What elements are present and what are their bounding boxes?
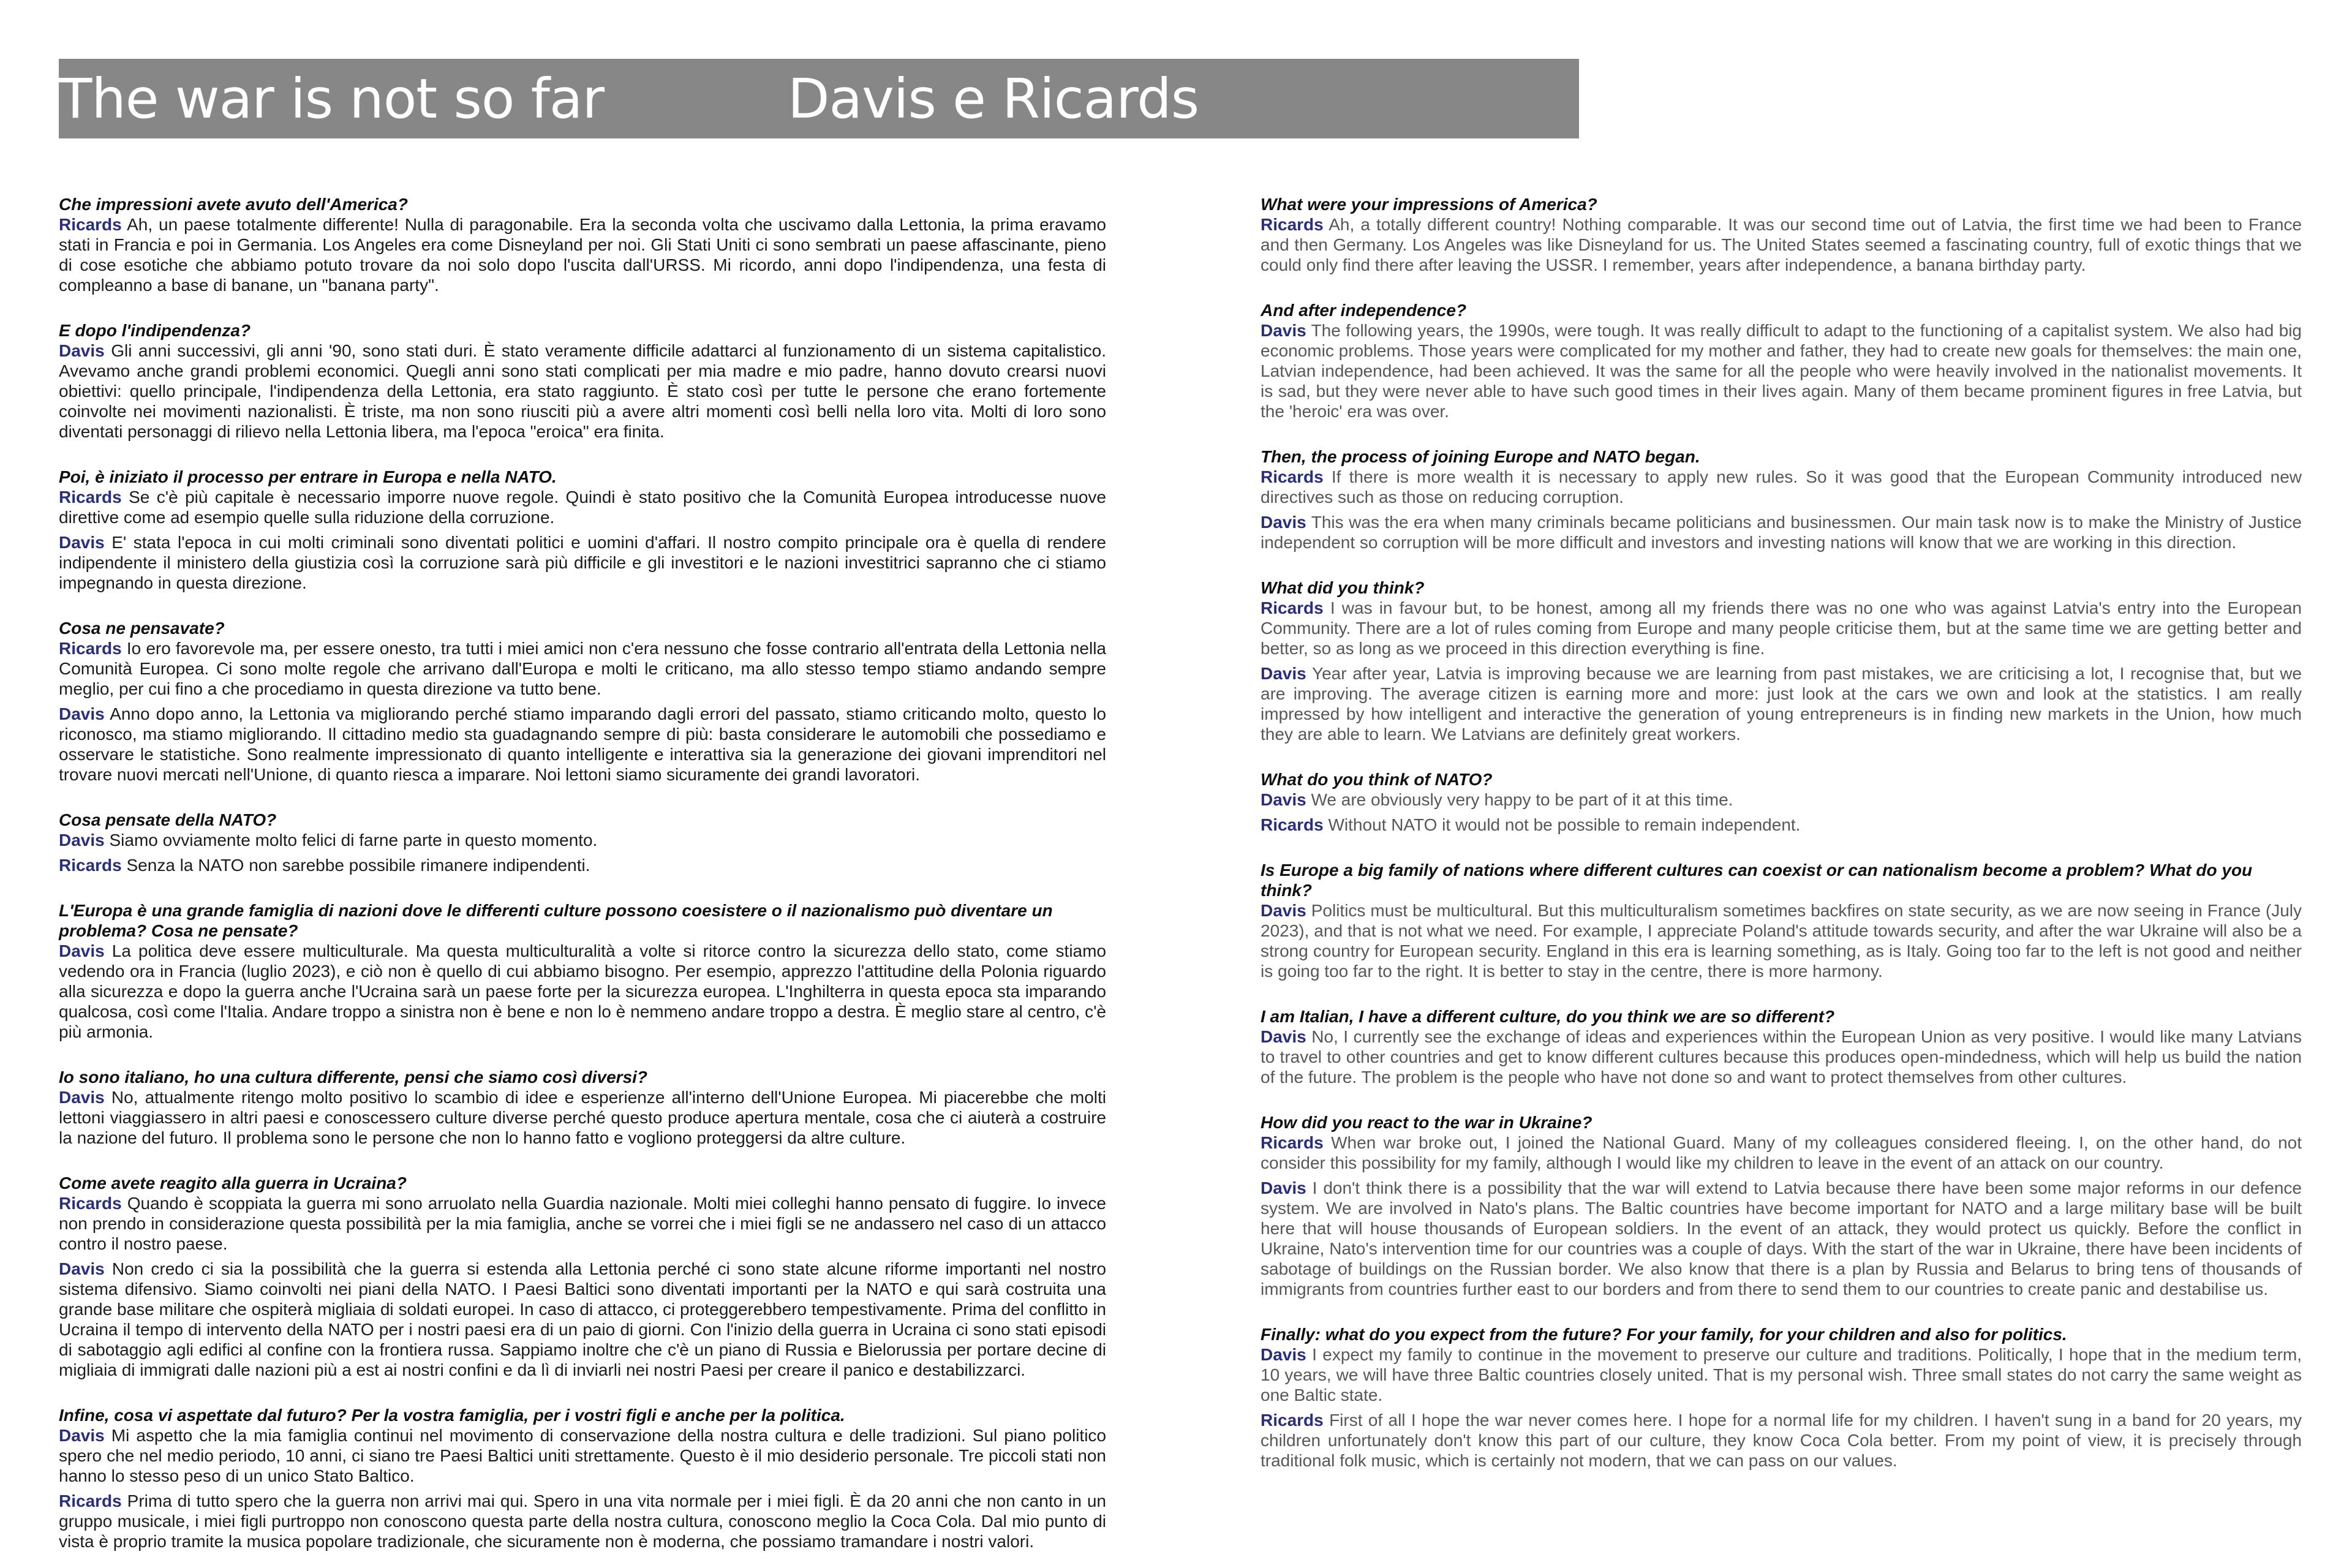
speaker-name: Davis: [59, 341, 105, 360]
english-qa-section: [1261, 194, 2302, 275]
interview-question: Cosa ne pensavate?: [59, 619, 225, 638]
interview-question: L'Europa è una grande famiglia di nazioni dove le differenti culture possono coesistere o il nazionalismo può diventare un problema? Cosa ne pensate?: [59, 901, 1053, 940]
answer-text: Quando è scoppiata la guerra mi sono arruolato nella Guardia nazionale. Molti miei colleghi hanno pensato di fuggire. Io invece non prendo in considerazione questa possibilità per la mia famiglia, anche se vorrei che i miei figli se ne andassero nel caso di un attacco contro il nostro paese.: [59, 1194, 1106, 1253]
interview-answer: [1261, 1344, 2302, 1405]
speaker-name: Davis: [1261, 1178, 1306, 1197]
interview-question: What did you think?: [1261, 578, 1425, 597]
interview-answer: [1261, 815, 2302, 835]
speaker-name: Davis: [59, 1088, 105, 1107]
italian-qa-section: [59, 1067, 1106, 1148]
answer-text: Politics must be multicultural. But this multiculturalism sometimes backfires on state security, as we are now seeing in France (July 2023), and that is not what we need. For example, I appreciate Poland's attitude towards security, and after the war Ukraine will also be a strong country for European security. England in this era is learning something, as is Italy. Going too far to the left is not good and neither is going too far to the right. It is better to stay in the centre, there is more harmony.: [1261, 901, 2302, 981]
speaker-name: Ricards: [59, 488, 122, 507]
speaker-name: Davis: [59, 533, 105, 552]
english-column: [1261, 194, 2302, 1476]
italian-qa-section: [59, 810, 1106, 875]
answer-text: This was the era when many criminals became politicians and businessmen. Our main task now is to make the Ministry of Justice independent so corruption will be more difficult and investors and investing nations will know that we are working in this direction.: [1261, 513, 2302, 552]
interview-answer: [59, 941, 1106, 1042]
answer-text: Se c'è più capitale è necessario imporre nuove regole. Quindi è stato positivo che la Comunità Europea introducesse nuove direttive come ad esempio quelle sulla riduzione della corruzione.: [59, 488, 1106, 527]
interview-answer: [1261, 512, 2302, 552]
section-spacer: [1261, 1092, 2302, 1112]
interview-answer: [59, 1087, 1106, 1148]
interview-question: Cosa pensate della NATO?: [59, 810, 277, 829]
speaker-name: Ricards: [1261, 815, 1324, 834]
speaker-name: Davis: [1261, 513, 1306, 532]
speaker-name: Davis: [1261, 321, 1306, 340]
english-qa-section: [1261, 769, 2302, 835]
speaker-name: Davis: [1261, 1345, 1306, 1364]
interview-answer: [59, 1193, 1106, 1254]
interview-answer: [1261, 467, 2302, 507]
interview-answer: [59, 704, 1106, 785]
answer-text: Mi aspetto che la mia famiglia continui nel movimento di conservazione della nostra cultura e delle tradizioni. Sul piano politico spero che nel medio periodo, 10 anni, ci siano tre Paesi Baltici uniti strettamente. Questo è il mio desiderio personale. Tre piccoli stati non hanno lo stesso peso di un unico Stato Baltico.: [59, 1426, 1106, 1485]
interview-question: Come avete reagito alla guerra in Ucraina?: [59, 1174, 407, 1193]
section-spacer: [1261, 986, 2302, 1006]
speaker-name: Ricards: [59, 1194, 122, 1213]
interview-answer: [59, 1425, 1106, 1486]
interview-answer: [59, 532, 1106, 593]
speaker-name: Davis: [59, 704, 105, 723]
speaker-name: Ricards: [1261, 215, 1324, 234]
interview-answer: [1261, 663, 2302, 744]
answer-text: Without NATO it would not be possible to remain independent.: [1328, 815, 1801, 834]
section-spacer: [59, 300, 1106, 320]
answer-text: Siamo ovviamente molto felici di farne parte in questo momento.: [109, 831, 598, 850]
answer-text: No, attualmente ritengo molto positivo lo scambio di idee e esperienze all'interno dell'Unione Europea. Mi piacerebbe che molti lettoni viaggiassero in altri paesi e conoscessero culture diverse perché questo produce apertura mentale, cosa che ci aiuterà a costruire la nazione del futuro. Il problema sono le persone che non lo hanno fatto e vogliono proteggersi da altre culture.: [59, 1088, 1107, 1147]
answer-text: I don't think there is a possibility that the war will extend to Latvia because there have been some major reforms in our defence system. We are involved in Nato's plans. The Baltic countries have become important for NATO and a large military base will be built here that will house thousands of European soldiers. In the event of an attack, they would protect us quickly. Before the conflict in Ukraine, Nato's intervention time for our countries was a couple of days. With the start of the war in Ukraine, there have been incidents of sabotage of buildings on the Russian border. We also know that there is a plan by Russia and Belarus to bring tens of thousands of immigrants from countries further east to our borders and from there to send them to our countries to create panic and destabilise us.: [1261, 1178, 2302, 1298]
interview-answer: [1261, 1178, 2302, 1299]
italian-qa-section: [59, 1173, 1106, 1380]
interview-answer: [59, 855, 1106, 875]
interview-question: What do you think of NATO?: [1261, 770, 1493, 789]
interview-answer: [59, 1491, 1106, 1551]
speaker-name: Davis: [1261, 901, 1306, 920]
interview-question: E dopo l'indipendenza?: [59, 321, 251, 340]
answer-text: We are obviously very happy to be part of it at this time.: [1311, 790, 1733, 809]
italian-qa-section: [59, 320, 1106, 442]
english-qa-section: [1261, 860, 2302, 981]
section-spacer: [59, 790, 1106, 810]
speaker-name: Davis: [1261, 1027, 1306, 1046]
english-qa-section: [1261, 1112, 2302, 1299]
answer-text: Ah, un paese totalmente differente! Nulla di paragonabile. Era la seconda volta che uscivamo dalla Lettonia, la prima eravamo stati in Francia e poi in Germania. Los Angeles era come Disneyland per noi. Gli Stati Uniti ci sono sembrati un paese affascinante, pieno di cose esotiche che abbiamo potuto trovare da noi solo dopo l'uscita dall'URSS. Mi ricordo, anni dopo l'indipendenza, una festa di compleanno a base di banane, un "banana party".: [59, 215, 1107, 295]
speaker-name: Davis: [59, 831, 105, 850]
italian-qa-section: [59, 900, 1106, 1042]
italian-qa-section: [59, 194, 1106, 295]
interview-answer: [59, 830, 1106, 850]
interview-answer: [1261, 1133, 2302, 1173]
answer-text: I expect my family to continue in the movement to preserve our culture and traditions. Politically, I hope that in the medium term, 10 years, we will have three Baltic countries closely united. That is my personal wish. Three small states do not carry the same weight as one Baltic state.: [1261, 1345, 2302, 1404]
answer-text: Senza la NATO non sarebbe possibile rimanere indipendenti.: [126, 856, 590, 875]
section-spacer: [1261, 749, 2302, 769]
speaker-name: Davis: [59, 1426, 105, 1445]
interview-question: Then, the process of joining Europe and NATO began.: [1261, 447, 1700, 466]
speaker-name: Davis: [59, 1259, 105, 1278]
section-spacer: [59, 598, 1106, 618]
speaker-name: Ricards: [59, 639, 122, 658]
english-qa-section: [1261, 1006, 2302, 1087]
speaker-name: Ricards: [1261, 1411, 1324, 1430]
page-title: The war is not so far: [59, 67, 605, 130]
interview-question: Poi, è iniziato il processo per entrare in Europa e nella NATO.: [59, 467, 557, 486]
answer-text: When war broke out, I joined the National Guard. Many of my colleagues considered fleeing. I, on the other hand, do not consider this possibility for my family, although I would like my children to leave in the event of an attack on our country.: [1261, 1133, 2302, 1172]
italian-column: [59, 194, 1106, 1556]
answer-text: Prima di tutto spero che la guerra non arrivi mai qui. Spero in una vita normale per i miei figli. È da 20 anni che non canto in un gruppo musicale, i miei figli purtroppo non conoscono questa parte della nostra cultura, conoscono meglio la Coca Cola. Dal mio punto di vista è proprio tramite la musica popolare tradizionale, che sicuramente non è moderna, che possiamo tramandare i nostri valori.: [59, 1491, 1107, 1551]
interview-answer: [1261, 900, 2302, 981]
interview-question: Che impressioni avete avuto dell'America?: [59, 195, 408, 214]
section-spacer: [1261, 426, 2302, 447]
italian-qa-section: [59, 1405, 1106, 1551]
answer-text: First of all I hope the war never comes here. I hope for a normal life for my children. I haven't sung in a band for 20 years, my children unfortunately don't know this part of our culture, they know Coca Cola better. From my point of view, it is precisely through traditional folk music, which is certainly not modern, that we can pass on our values.: [1261, 1411, 2302, 1470]
interviewee-names: Davis e Ricards: [788, 67, 1199, 130]
english-qa-section: [1261, 300, 2302, 421]
interview-question: How did you react to the war in Ukraine?: [1261, 1113, 1593, 1132]
interview-answer: [1261, 598, 2302, 658]
speaker-name: Ricards: [1261, 1133, 1324, 1152]
interview-answer: [1261, 320, 2302, 421]
answer-text: Io ero favorevole ma, per essere onesto, tra tutti i miei amici non c'era nessuno che fosse contrario all'entrata della Lettonia nella Comunità Europea. Ci sono molte regole che arrivano dall'Europa e molti le criticano, ma allo stesso tempo stiamo andando sempre meglio, per cui fino a che procediamo in questa direzione va tutto bene.: [59, 639, 1106, 698]
section-spacer: [59, 1153, 1106, 1173]
section-spacer: [1261, 1304, 2302, 1324]
interview-question: Is Europe a big family of nations where different cultures can coexist or can nationalism become a problem? What do you think?: [1261, 861, 2253, 900]
interview-question: Io sono italiano, ho una cultura differente, pensi che siamo così diversi?: [59, 1068, 648, 1087]
answer-text: Anno dopo anno, la Lettonia va migliorando perché stiamo imparando dagli errori del passato, stiamo criticando molto, questo lo riconosco, ma stiamo migliorando. Il cittadino medio sta guadagnando sempre di più: basta considerare le automobili che possediamo e osservare le statistiche. Sono realmente impressionato di quanto intelligente e interattiva sia la generazione dei giovani imprenditori nel trovare nuovi mercati nell'Unione, di quanto riesca a imparare. Noi lettoni siamo sicuramente dei grandi lavoratori.: [59, 704, 1106, 784]
interview-answer: [59, 214, 1106, 295]
speaker-name: Ricards: [1261, 598, 1324, 617]
answer-text: E' stata l'epoca in cui molti criminali sono diventati politici e uomini d'affari. Il nostro compito principale ora è quella di rendere indipendente il ministero della giustizia così la corruzione sarà più difficile e gli investitori e le nazioni investitrici sapranno che ci stiamo impegnando in questa direzione.: [59, 533, 1106, 592]
answer-text: I was in favour but, to be honest, among all my friends there was no one who was against Latvia's entry into the European Community. There are a lot of rules coming from Europe and many people criticise them, but at the same time we are getting better and better, so as long as we proceed in this direction everything is fine.: [1261, 598, 2302, 658]
answer-text: If there is more wealth it is necessary to apply new rules. So it was good that the European Community introduced new directives such as those on reducing corruption.: [1261, 467, 2302, 507]
speaker-name: Ricards: [59, 215, 122, 234]
interview-question: And after independence?: [1261, 301, 1467, 320]
answer-text: The following years, the 1990s, were tough. It was really difficult to adapt to the functioning of a capitalist system. We also had big economic problems. Those years were complicated for my mother and father, they had to create new goals for themselves: the main one, Latvian independence, had been achieved. It was the same for all the people who were heavily involved in the nationalist movements. It is sad, but they were never able to have such good times in their lives again. Many of them became prominent figures in free Latvia, but the 'heroic' era was over.: [1261, 321, 2302, 421]
speaker-name: Davis: [1261, 664, 1306, 683]
section-spacer: [1261, 557, 2302, 578]
english-qa-section: [1261, 578, 2302, 744]
section-spacer: [1261, 280, 2302, 300]
interview-answer: [59, 341, 1106, 442]
answer-text: Non credo ci sia la possibilità che la guerra si estenda alla Lettonia perché ci sono state alcune riforme importanti nel nostro sistema difensivo. Siamo coinvolti nei piani della NATO. I Paesi Baltici sono diventati importanti per la NATO e qui sarà costruita una grande base militare che ospiterà migliaia di soldati europei. In caso di attacco, ci proteggerebbero tempestivamente. Prima del conflitto in Ucraina il tempo di intervento della NATO per i nostri paesi era di un paio di giorni. Con l'inizio della guerra in Ucraina ci sono stati episodi di sabotaggio agli edifici al confine con la frontiera russa. Sappiamo inoltre che c'è un piano di Russia e Bielorussia per portare decine di migliaia di immigrati dalle nazioni più a est ai nostri confini e da lì di inviarli nei nostri Paesi per creare il panico e destabilizzarci.: [59, 1259, 1107, 1379]
english-qa-section: [1261, 447, 2302, 552]
interview-answer: [1261, 790, 2302, 810]
interview-question: What were your impressions of America?: [1261, 195, 1597, 214]
answer-text: Gli anni successivi, gli anni '90, sono stati duri. È stato veramente difficile adattarci al funzionamento di un sistema capitalistico. Avevamo anche grandi problemi economici. Quegli anni sono stati complicati per mia madre e mio padre, hanno dovuto crearsi nuovi obiettivi: quello principale, l'indipendenza della Lettonia, era stato raggiunto. È stato così per tutte le persone che erano fortemente coinvolte nei movimenti nazionalisti. È triste, ma non sono riusciti più a avere altri momenti così belli nella loro vita. Molti di loro sono diventati personaggi di rilievo nella Lettonia libera, ma l'epoca "eroica" era finita.: [59, 341, 1107, 441]
header-banner: [59, 59, 1579, 138]
interview-answer: [59, 1259, 1106, 1380]
answer-text: Year after year, Latvia is improving because we are learning from past mistakes, we are criticising a lot, I recognise that, but we are improving. The average citizen is earning more and more: just look at the cars we own and look at the statistics. I am really impressed by how intelligent and interactive the generation of young entrepreneurs is in finding new markets in the Union, how much they are able to learn. We Latvians are definitely great workers.: [1261, 664, 2302, 744]
interview-question: I am Italian, I have a different culture, do you think we are so different?: [1261, 1007, 1835, 1026]
speaker-name: Davis: [1261, 790, 1306, 809]
italian-qa-section: [59, 467, 1106, 593]
section-spacer: [59, 447, 1106, 467]
english-qa-section: [1261, 1324, 2302, 1471]
interview-answer: [59, 487, 1106, 527]
speaker-name: Ricards: [1261, 467, 1324, 486]
section-spacer: [1261, 840, 2302, 860]
interview-answer: [1261, 214, 2302, 275]
interview-question: Finally: what do you expect from the future? For your family, for your children and also for politics.: [1261, 1325, 2067, 1344]
speaker-name: Ricards: [59, 856, 122, 875]
answer-text: Ah, a totally different country! Nothing comparable. It was our second time out of Latvia, the first time we had been to France and then Germany. Los Angeles was like Disneyland for us. The United States seemed a fascinating country, full of exotic things that we could only find there after leaving the USSR. I remember, years after independence, a banana birthday party.: [1261, 215, 2302, 274]
interview-question: Infine, cosa vi aspettate dal futuro? Per la vostra famiglia, per i vostri figli e anche per la politica.: [59, 1406, 845, 1425]
interview-answer: [1261, 1027, 2302, 1087]
interview-answer: [1261, 1410, 2302, 1471]
section-spacer: [59, 1385, 1106, 1405]
section-spacer: [59, 1047, 1106, 1067]
italian-qa-section: [59, 618, 1106, 785]
answer-text: La politica deve essere multiculturale. Ma questa multiculturalità a volte si ritorce contro la sicurezza dello stato, come stiamo vedendo ora in Francia (luglio 2023), e ciò non è quello di cui abbiamo bisogno. Per esempio, apprezzo l'attitudine della Polonia riguardo alla sicurezza e dopo la guerra anche l'Ucraina sarà un paese forte per la sicurezza europea. L'Inghilterra in questa epoca sta imparando qualcosa, così come l'Italia. Andare troppo a sinistra non è bene e non lo è nemmeno andare troppo a destra. È meglio stare al centro, c'è più armonia.: [59, 941, 1107, 1041]
speaker-name: Davis: [59, 941, 105, 960]
section-spacer: [59, 880, 1106, 900]
speaker-name: Ricards: [59, 1491, 122, 1510]
interview-answer: [59, 638, 1106, 699]
answer-text: No, I currently see the exchange of ideas and experiences within the European Union as very positive. I would like many Latvians to travel to other countries and get to know different cultures because this produces open-mindedness, which will help us build the nation of the future. The problem is the people who have not done so and want to protect themselves from other cultures.: [1261, 1027, 2302, 1087]
